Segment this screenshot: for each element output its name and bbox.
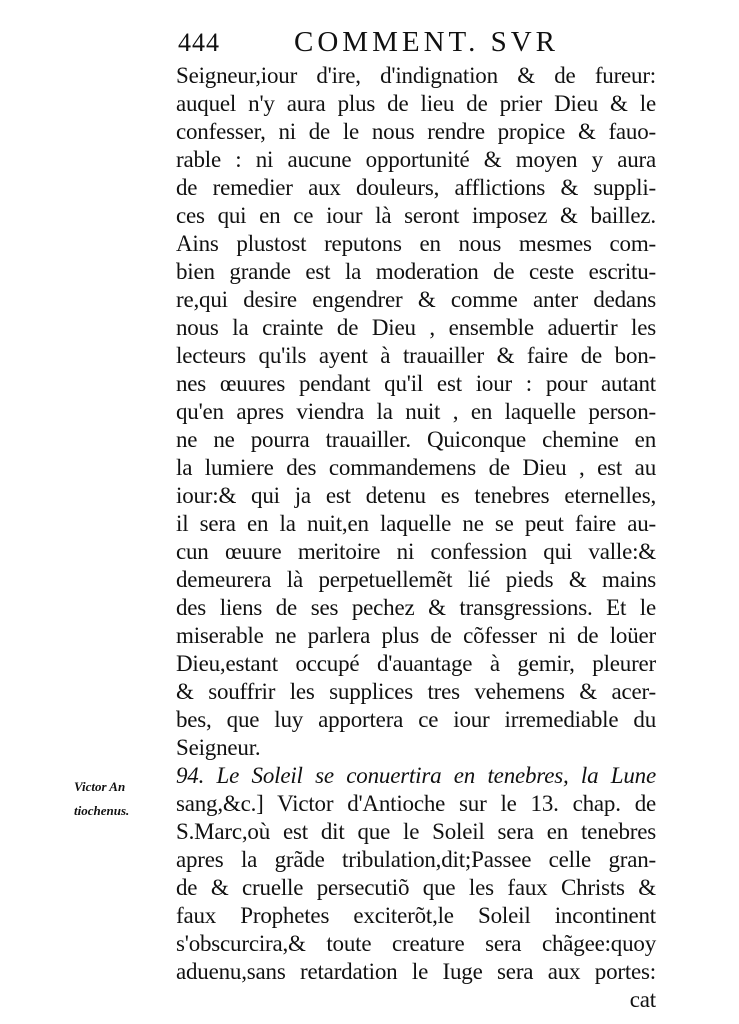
text-line: des liens de ses pechez & transgressions. Et le <box>176 595 656 620</box>
text-line: aduenu,sans retardation le Iuge sera aux portes: <box>176 959 656 984</box>
text-line: miserable ne parlera plus de cõfesser ni de loüer <box>176 623 656 648</box>
text-line: faux Prophetes exciterõt,le Soleil incontinent <box>176 903 656 928</box>
text-line: qu'en apres viendra la nuit , en laquelle person- <box>176 399 656 424</box>
text-line: auquel n'y aura plus de lieu de prier Dieu & le <box>176 91 656 116</box>
text-line: lecteurs qu'ils ayent à trauailler & faire de bon- <box>176 343 656 368</box>
text-line: demeurera là perpetuellemẽt lié pieds & mains <box>176 567 656 592</box>
text-line: de remedier aux douleurs, afflictions & suppli- <box>176 175 656 200</box>
marginal-note-line: tiochenus. <box>74 803 130 818</box>
text-line: bes, que luy apportera ce iour irremediable du <box>176 707 656 732</box>
text-line: Seigneur. <box>176 735 261 760</box>
text-line: s'obscurcira,& toute creature sera chãgee:quoy <box>176 931 656 956</box>
text-line: ces qui en ce iour là seront imposez & baillez. <box>176 203 656 228</box>
text-line: Seigneur,iour d'ire, d'indignation & de fureur: <box>176 63 656 88</box>
lemma-line: sang,&c.] Victor d'Antioche sur le 13. chap. de <box>176 791 656 816</box>
text-line: nes œuures pendant qu'il est iour : pour autant <box>176 371 656 396</box>
body-text <box>176 62 656 1014</box>
text-line: apres la grãde tribulation,dit;Passee celle gran- <box>176 847 656 872</box>
running-head: COMMENT. SVR <box>294 26 559 58</box>
marginal-note-line: Victor An <box>74 779 126 794</box>
text-line: il sera en la nuit,en laquelle ne se peut faire au- <box>176 511 656 536</box>
text-line: re,qui desire engendrer & comme anter dedans <box>176 287 656 312</box>
text-line: & souffrir les supplices tres vehemens & acer- <box>176 679 656 704</box>
text-line: de & cruelle persecutiõ que les faux Christs & <box>176 875 656 900</box>
marginal-note <box>74 775 174 823</box>
lemma-line: 94. Le Soleil se conuertira en tenebres, la Lune <box>176 763 656 788</box>
page-header <box>178 26 658 62</box>
text-line: la lumiere des commandemens de Dieu , est au <box>176 455 656 480</box>
text-line: bien grande est la moderation de ceste escritu- <box>176 259 656 284</box>
text-line: cun œuure meritoire ni confession qui valle:& <box>176 539 656 564</box>
text-line: Ains plustost reputons en nous mesmes com- <box>176 231 656 256</box>
text-line: ne ne pourra trauailler. Quiconque chemine en <box>176 427 656 452</box>
text-line: nous la crainte de Dieu , ensemble aduertir les <box>176 315 656 340</box>
catchword: cat <box>629 987 656 1012</box>
page-number: 444 <box>178 28 220 57</box>
text-line: S.Marc,où est dit que le Soleil sera en tenebres <box>176 819 656 844</box>
text-line: confesser, ni de le nous rendre propice & fauo- <box>176 119 656 144</box>
text-line: Dieu,estant occupé d'auantage à gemir, pleurer <box>176 651 656 676</box>
text-line: rable : ni aucune opportunité & moyen y aura <box>176 147 656 172</box>
text-line: iour:& qui ja est detenu es tenebres eternelles, <box>176 483 656 508</box>
